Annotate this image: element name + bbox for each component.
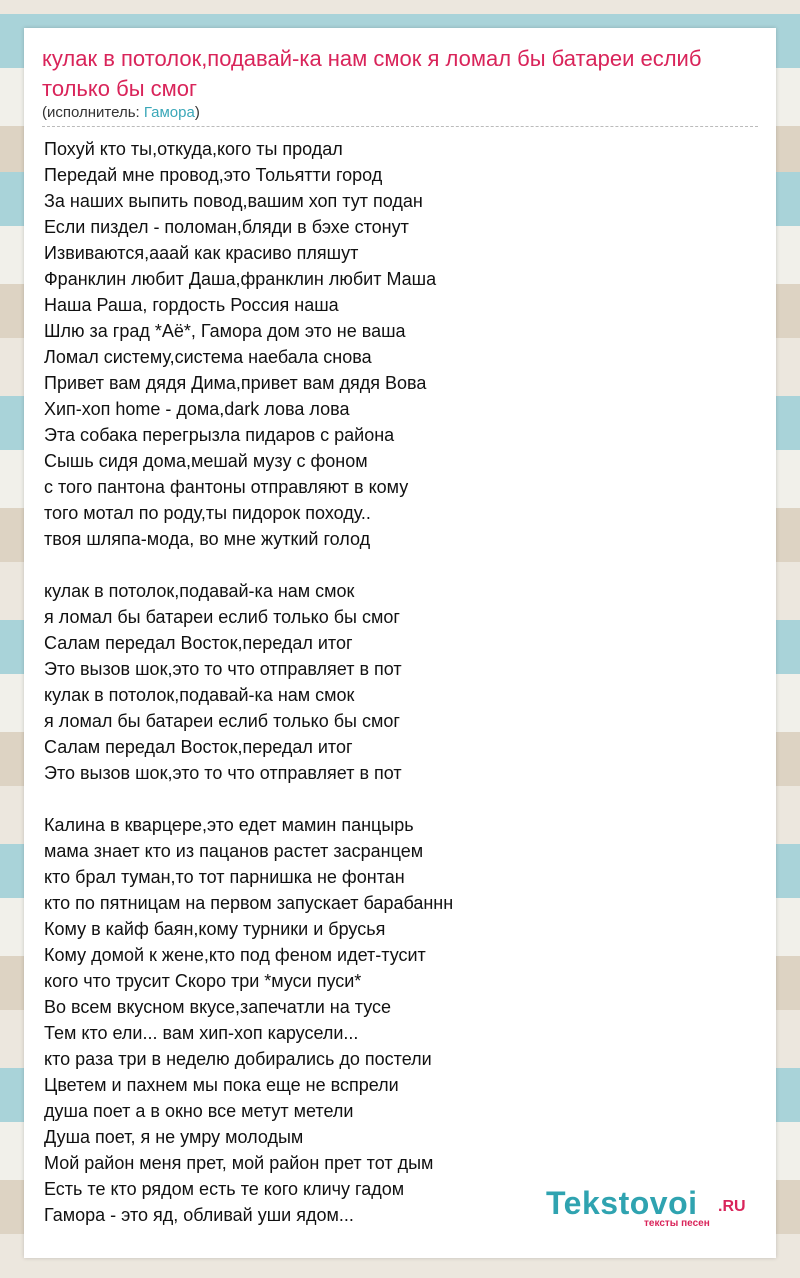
lyric-line: с того пантона фантоны отправляют в кому (44, 477, 409, 497)
lyric-line: Кому в кайф баян,кому турники и брусья (44, 919, 386, 939)
lyric-line: Цветем и пахнем мы пока еще не вспрели (44, 1075, 399, 1095)
lyric-line: Привет вам дядя Дима,привет вам дядя Вова (44, 373, 427, 393)
lyric-line: За наших выпить повод,вашим хоп тут подан (44, 191, 423, 211)
lyric-line: кто по пятницам на первом запускает барабаннн (44, 893, 454, 913)
lyric-line: Передай мне провод,это Тольятти город (44, 165, 383, 185)
lyric-line: Если пиздел - поломан,бляди в бэхе стонут (44, 217, 409, 237)
lyric-line: кулак в потолок,подавай-ка нам смок (44, 581, 355, 601)
lyric-line: Шлю за град *Аё*, Гамора дом это не ваша (44, 321, 406, 341)
artist-link[interactable]: Гамора (143, 104, 195, 121)
lyric-line: я ломал бы батареи еслиб только бы смог (44, 607, 400, 627)
lyric-line: Извиваются,ааай как красиво пляшут (44, 243, 359, 263)
lyric-line: Это вызов шок,это то что отправляет в пот (44, 763, 402, 783)
lyric-line: Калина в кварцере,это едет мамин панцырь (44, 815, 414, 835)
lyric-line: Мой район меня прет, мой район прет тот дым (44, 1153, 434, 1173)
logo-domain: .RU (718, 1198, 746, 1215)
lyric-line: того мотал по роду,ты пидорок походу.. (44, 503, 371, 523)
lyric-line: кого что трусит Скоро три *муси пуси* (44, 971, 362, 991)
lyric-line: Похуй кто ты,откуда,кого ты продал (44, 139, 343, 159)
lyric-line: Эта собака перегрызла пидаров с района (44, 425, 395, 445)
lyric-line: Кому домой к жене,кто под феном идет-тусит (44, 945, 426, 965)
lyrics-stanza (44, 578, 744, 786)
logo-wordmark: Tekstovoi (546, 1185, 698, 1221)
lyric-line: твоя шляпа-мода, во мне жуткий голод (44, 529, 371, 549)
logo-subtitle: тексты песен (644, 1218, 710, 1229)
lyric-line: Это вызов шок,это то что отправляет в пот (44, 659, 402, 679)
site-logo[interactable] (546, 1186, 756, 1230)
lyric-line: Сышь сидя дома,мешай музу с фоном (44, 451, 368, 471)
lyric-line: я ломал бы батареи еслиб только бы смог (44, 711, 400, 731)
lyrics-stanza (44, 136, 744, 552)
artist-suffix: ) (194, 104, 200, 121)
lyric-line: Франклин любит Даша,франклин любит Маша (44, 269, 437, 289)
lyric-line: Салам передал Восток,передал итог (44, 737, 353, 757)
lyrics-text (44, 136, 744, 1254)
lyric-line: душа поет а в окно все метут метели (44, 1101, 354, 1121)
lyrics-stanza (44, 812, 744, 1228)
lyric-line: кто брал туман,то тот парнишка не фонтан (44, 867, 405, 887)
title-divider (42, 126, 758, 127)
lyric-line: кулак в потолок,подавай-ка нам смок (44, 685, 355, 705)
lyric-line: Салам передал Восток,передал итог (44, 633, 353, 653)
lyric-line: Душа поет, я не умру молодым (44, 1127, 304, 1147)
lyric-line: мама знает кто из пацанов растет засранцем (44, 841, 424, 861)
lyric-line: Наша Раша, гордость Россия наша (44, 295, 339, 315)
artist-prefix: (исполнитель: (42, 104, 144, 121)
song-title: кулак в потолок,подавай-ка нам смок я ломал бы батареи еслиб только бы смог (42, 46, 702, 101)
lyric-line: Ломал систему,система наебала снова (44, 347, 372, 367)
lyric-line: Во всем вкусном вкусе,запечатли на тусе (44, 997, 392, 1017)
lyric-line: Есть те кто рядом есть те кого кличу гадом (44, 1179, 405, 1199)
lyric-line: Хип-хоп home - дома,dark лова лова (44, 399, 350, 419)
artist-line (42, 104, 200, 122)
lyric-line: кто раза три в неделю добирались до постели (44, 1049, 432, 1069)
lyrics-card (24, 28, 776, 1258)
lyric-line: Тем кто ели... вам хип-хоп карусели... (44, 1023, 359, 1043)
lyric-line: Гамора - это яд, обливай уши ядом... (44, 1205, 354, 1225)
